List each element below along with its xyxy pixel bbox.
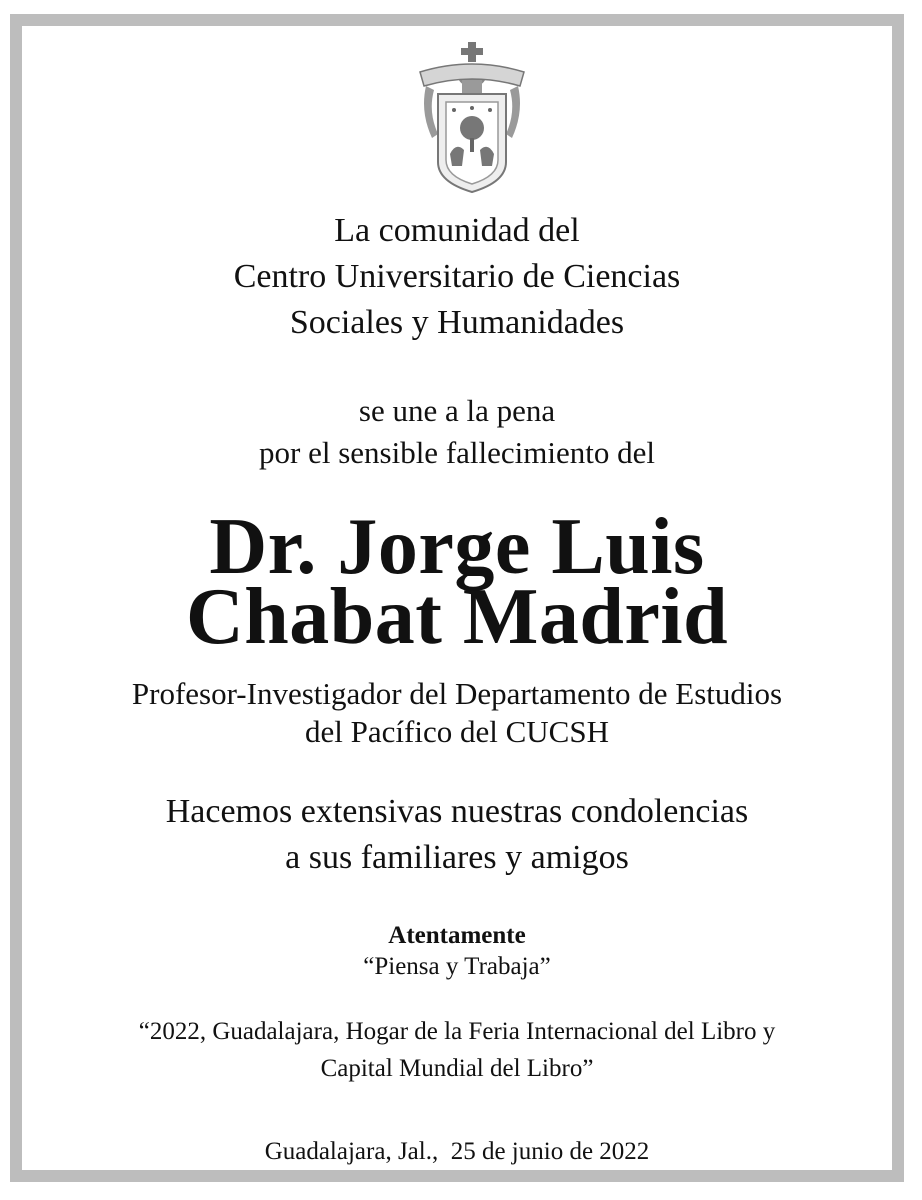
sorrow-line-1: se une a la pena xyxy=(358,393,556,428)
deceased-name xyxy=(22,503,892,661)
sorrow-line-2: por el sensible fallecimiento del xyxy=(259,435,655,470)
deceased-name-line-2: Chabat Madrid xyxy=(185,573,729,661)
deceased-name-line-1: Dr. Jorge Luis xyxy=(209,503,705,591)
university-seal-logo xyxy=(416,42,528,194)
condolences-line-1: Hacemos extensivas nuestras condolencias xyxy=(165,793,749,830)
sorrow-block xyxy=(22,390,892,474)
year-slogan xyxy=(22,1013,892,1087)
year-slogan-line-1: “2022, Guadalajara, Hogar de la Feria Internacional del Libro y xyxy=(138,1018,776,1045)
year-slogan-line-2: Capital Mundial del Libro” xyxy=(320,1055,594,1082)
position-line-2: del Pacífico del CUCSH xyxy=(305,714,609,749)
position-block xyxy=(22,675,892,751)
university-motto: “Piensa y Trabaja” xyxy=(363,953,551,980)
intro-block xyxy=(22,208,892,346)
condolences-line-2: a sus familiares y amigos xyxy=(285,839,629,876)
notice-frame xyxy=(10,14,904,1182)
intro-line-2: Centro Universitario de Ciencias xyxy=(233,258,681,295)
condolences-block xyxy=(22,789,892,881)
place-and-date: Guadalajara, Jal., 25 de junio de 2022 xyxy=(264,1138,650,1165)
intro-line-1: La comunidad del xyxy=(334,212,580,249)
intro-line-3: Sociales y Humanidades xyxy=(289,304,625,341)
signoff: Atentamente xyxy=(388,922,526,949)
position-line-1: Profesor-Investigador del Departamento de Estudios xyxy=(131,676,783,711)
